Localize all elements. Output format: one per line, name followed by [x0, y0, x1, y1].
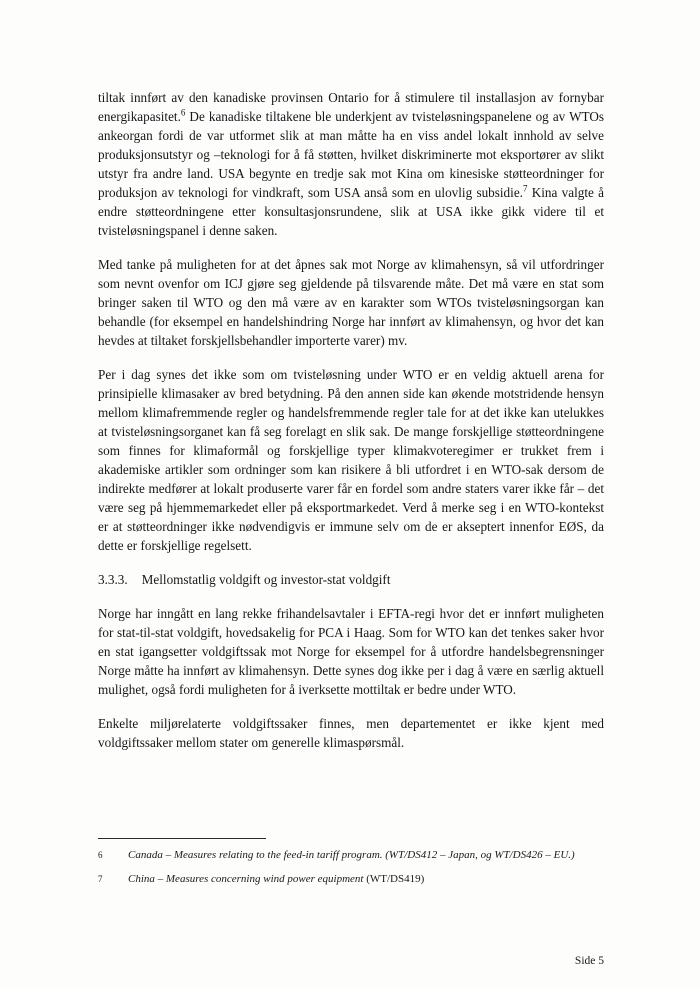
footnote-area	[98, 838, 604, 895]
footnote-7-case-name: China – Measures concerning wind power equipment	[128, 872, 364, 885]
section-heading	[98, 570, 604, 589]
footnote-number-7: 7	[98, 873, 103, 884]
section-heading-title: Mellomstatlig voldgift og investor-stat voldgift	[141, 572, 391, 587]
footnote-number-6: 6	[98, 850, 103, 860]
section-heading-number: 3.3.3.	[98, 572, 128, 587]
footnote-text-6	[128, 848, 604, 864]
paragraph-1-text-c: Kina valgte å endre støtteordningene etter konsultasjonsrundene, slik at USA ikke gikk videre til et tvisteløsningspanel i denne saken.	[98, 185, 604, 238]
paragraph-2: Med tanke på muligheten for at det åpnes sak mot Norge av klimahensyn, så vil utfordringer som nevnt ovenfor om ICJ gjøre seg gjeldende på tilsvarende måte. Det må være en stat som bringer saken til WTO og den må være av en karakter som WTOs tvisteløsningsorgan kan behandle (for eksempel en handelshindring Norge har innført av klimahensyn, og hvor det kan hevdes at tiltaket forskjellsbehandler importerte varer) mv.	[98, 257, 604, 348]
footnote-6-citation: (WT/DS412 – Japan, og WT/DS426 – EU.)	[382, 849, 575, 861]
footnote-item-6	[98, 848, 604, 864]
paragraph-4: Norge har inngått en lang rekke frihandelsavtaler i EFTA-regi hvor det er innført muligheten for stat-til-stat voldgift, hovedsakelig for PCA i Haag. Som for WTO kan det tenkes saker hvor en stat igangsetter voldgiftssak mot Norge for eksempel for å utfordre handelsbegrensninger Norge måtte ha innført av klimahensyn. Dette synes dog ikke per i dag å være en særlig aktuell mulighet, også fordi muligheten for å iverksette mottiltak er bedre under WTO.	[98, 606, 604, 697]
paragraph-1-text-a: tiltak innført av den kanadiske provinsen Ontario for å stimulere til installasjon av fornybar energikapasitet.	[98, 90, 604, 124]
paragraph-1	[98, 88, 604, 240]
footnote-6-case-name: Canada – Measures relating to the feed-in tariff program.	[128, 849, 383, 861]
paragraph-1-text-b: De kanadiske tiltakene ble underkjent av tvisteløsningspanelene og av WTOs ankeorgan fordi de var utformet slik at man måtte ha en viss andel lokalt innhold av selve produksjonsutstyr og –teknologi for å få støtten, hvilket diskriminerte mot eksportører av slikt utstyr fra andre land. USA begynte en tredje sak mot Kina om kinesiske støtteordninger for produksjon av teknologi for vindkraft, som USA anså som en ulovlig subsidie.	[98, 109, 604, 200]
footnote-text-7	[128, 872, 604, 888]
footnote-7-citation: (WT/DS419)	[363, 872, 425, 885]
footnote-ref-6[interactable]: 6	[180, 107, 186, 118]
page-number: Side 5	[574, 955, 604, 967]
footnote-item-7	[98, 872, 604, 888]
paragraph-5: Enkelte miljørelaterte voldgiftssaker finnes, men departementet er ikke kjent med voldgiftssaker mellom stater om generelle klimaspørsmål.	[98, 716, 604, 750]
document-body	[98, 88, 604, 752]
footnote-ref-7[interactable]: 7	[522, 183, 528, 194]
paragraph-3: Per i dag synes det ikke som om tvisteløsning under WTO er en veldig aktuell arena for prinsipielle klimasaker av bred betydning. På den annen side kan økende motstridende hensyn mellom klimafremmende regler og handelsfremmende regler tale for at det ikke kan utelukkes at tvisteløsningsorganet kan få seg forelagt en slik sak. De mange forskjellige støtteordningene som finnes for klimaformål og forskjellige typer klimakvoteregimer er trukket frem i akademiske artikler som ordninger som kan risikere å bli utfordret i en WTO-sak dersom de indirekte medfører at lokalt produserte varer får en fordel som andre staters varer ikke får – det være seg på hjemmemarkedet eller på eksportmarkedet. Verd å merke seg i en WTO-kontekst er at støtteordninger ikke nødvendigvis er immune selv om de er akseptert innenfor EØS, da dette er forskjellige regelsett.	[98, 367, 604, 553]
footnote-separator-rule	[98, 838, 266, 839]
